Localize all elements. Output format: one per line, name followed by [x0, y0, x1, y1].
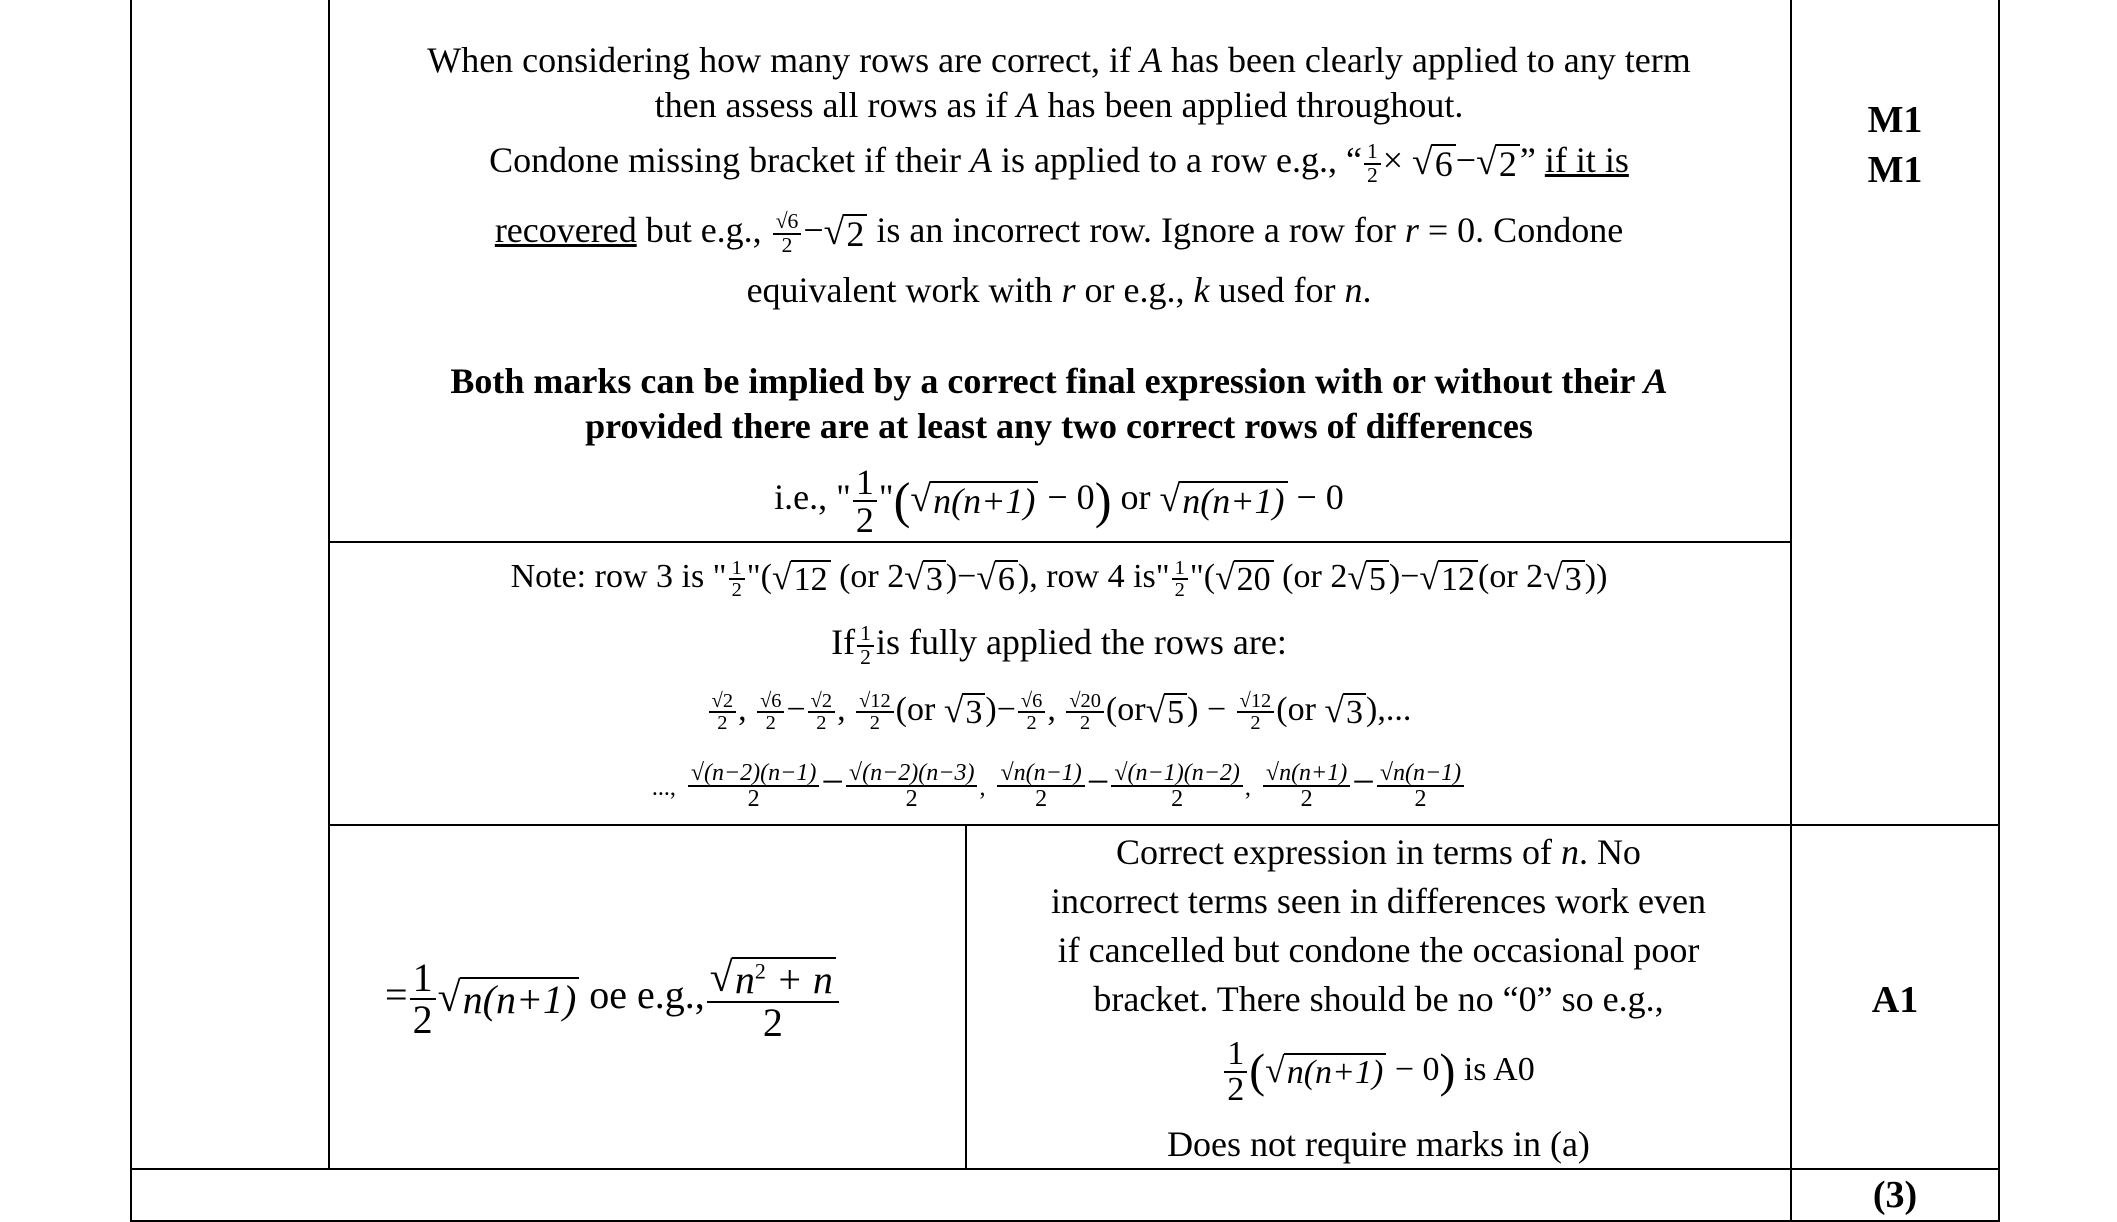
guidance-paragraph-line-3: Condone missing bracket if their A is applied to a row e.g., “ $\frac{1}{2}$ × √ 6 − √ 2 ” if it is: [489, 139, 1629, 187]
note-rows-3-4: Note: row 3 is " $\frac{1}{2}$ "( √ 12 (or 2 √ 3 )− √ 6 ), row 4 is" $\frac{1}{2}$ "( √ 20 (or 2 √ 5 )− √ 12 (or 2 √ 3 )): [510, 556, 1608, 602]
sequence-first-rows: $\frac{√2}{2}$ , $\frac{√6}{2}$ − $\frac{√2}{2}$ , $\frac{√12}{2}$ (or √ 3 )− $\frac{√6}{2}$ , $\frac{√20}{2}$ (or √ 5 ) − $\frac{√12}{2}$ (or √ 3 ),...: [328, 688, 1790, 734]
guidance-a1-line-4: bracket. There should be no “0” so e.g.,: [1093, 979, 1664, 1019]
fraction-half: $\frac{1}{2}$: [1364, 141, 1381, 186]
guidance-a1-line-1: Correct expression in terms of n. No: [1116, 832, 1641, 872]
mark-m1-second: M1: [1867, 149, 1923, 191]
total-marks: (3): [1872, 1174, 1918, 1216]
row-divider-1: [328, 541, 1790, 543]
row-divider-2: [328, 824, 1998, 826]
fully-applied-heading: If $\frac{1}{2}$ is fully applied the rows are:: [831, 621, 1287, 669]
row-divider-total: [130, 1168, 2000, 1170]
guidance-a1-example: $\frac{1}{2}$ ( √ n(n+1) − 0) is A0: [967, 1030, 1790, 1110]
ie-expression: i.e., " $\frac{1}{2}$ "( √ n(n+1) − 0) or √ n(n+1) − 0: [774, 461, 1344, 540]
guidance-a1-line-2: incorrect terms seen in differences work even: [1050, 881, 1707, 921]
mark-a1: A1: [1871, 979, 1919, 1021]
guidance-paragraph-line-4: recovered but e.g., $\frac{√6}{2}$ − √ 2 is an incorrect row. Ignore a row for r = 0. Condone: [494, 209, 1624, 257]
final-answer-expression: = $\frac{1}{2}$ √ n(n+1) oe e.g., √ $n^2 + n$ 2: [385, 940, 965, 1050]
bold-note-line-2: provided there are at least any two correct rows of differences: [585, 406, 1533, 446]
guidance-paragraph-line-1: When considering how many rows are correct, if A has been clearly applied to any term: [427, 40, 1691, 80]
guidance-paragraph-line-2: then assess all rows as if A has been applied throughout.: [654, 85, 1464, 125]
mark-m1-first: M1: [1867, 99, 1923, 141]
outer-left-border: [130, 0, 132, 1222]
guidance-a1-last-line: Does not require marks in (a): [1167, 1124, 1590, 1164]
guidance-paragraph-line-5: equivalent work with r or e.g., k used for n.: [746, 270, 1372, 310]
sequence-general-rows: ..., $\frac{√(n-2)(n-1)}{2}$ − $\frac{√(n-2)(n-3)}{2}$ , $\frac{√n(n-1)}{2}$ − $\frac{√(n-1)(n-2)}{2}$ , $\frac{√n(n+1)}{2}$ − $\frac{√n(n-1)}{2}$: [328, 752, 1790, 818]
bold-note-line-1: Both marks can be implied by a correct final expression with or without their A: [450, 361, 1668, 401]
guidance-a1-line-3: if cancelled but condone the occasional poor: [1057, 930, 1700, 970]
